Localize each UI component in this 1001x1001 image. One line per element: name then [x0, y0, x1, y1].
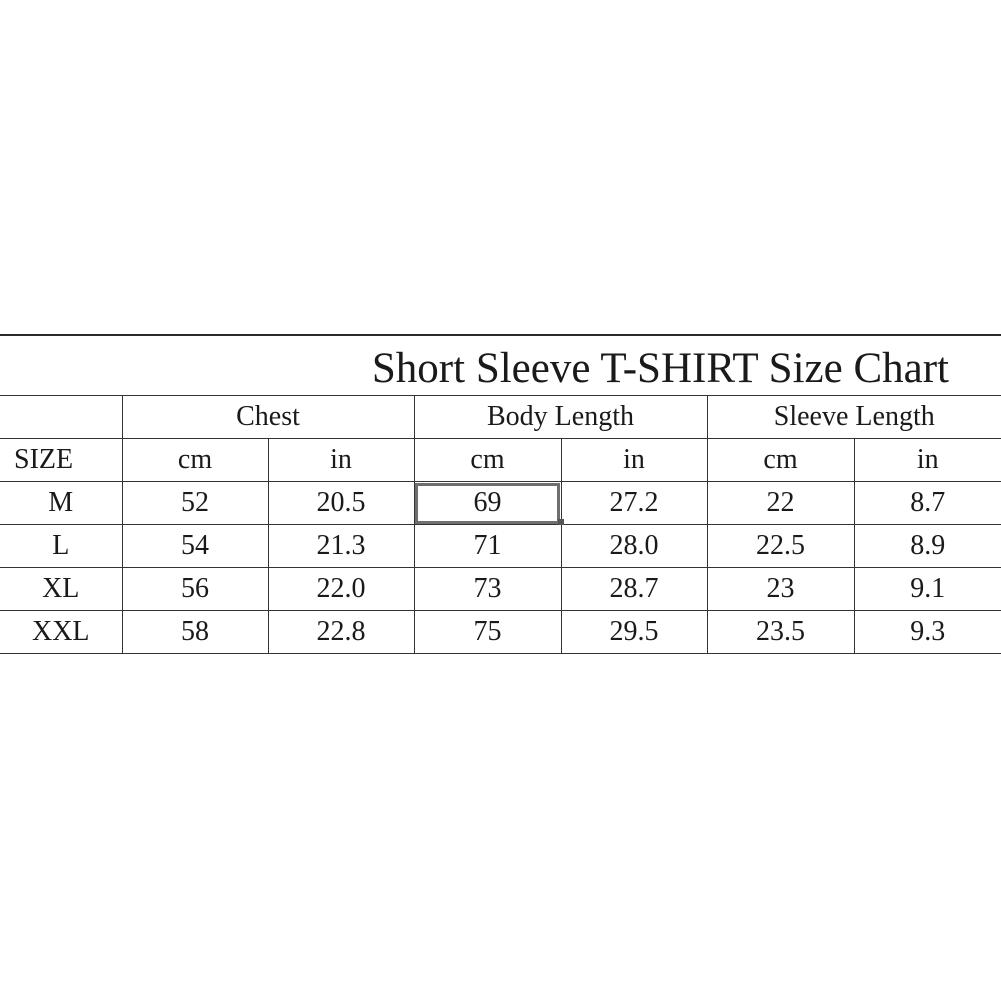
unit-chest-in: in [268, 439, 414, 482]
value-cell: 23.5 [707, 611, 854, 654]
value-cell: 58 [122, 611, 268, 654]
unit-body-in: in [561, 439, 707, 482]
value-cell: 8.9 [854, 525, 1001, 568]
value-cell: 75 [414, 611, 561, 654]
selected-value-cell[interactable]: 69 [414, 482, 561, 525]
unit-chest-cm: cm [122, 439, 268, 482]
value-cell: 20.5 [268, 482, 414, 525]
value-cell: 9.1 [854, 568, 1001, 611]
value-cell: 56 [122, 568, 268, 611]
value-cell: 29.5 [561, 611, 707, 654]
blank-header-cell [0, 396, 122, 439]
table-row [0, 568, 1001, 611]
title-row [0, 336, 1001, 395]
value-cell: 23 [707, 568, 854, 611]
size-cell: M [0, 482, 122, 525]
value-cell: 73 [414, 568, 561, 611]
value-cell: 27.2 [561, 482, 707, 525]
chest-header: Chest [122, 396, 414, 439]
value-cell: 28.7 [561, 568, 707, 611]
value-cell: 22 [707, 482, 854, 525]
cell-resize-handle[interactable] [558, 519, 564, 525]
value-cell: 22.8 [268, 611, 414, 654]
body-length-header: Body Length [414, 396, 707, 439]
unit-body-cm: cm [414, 439, 561, 482]
size-header: SIZE [0, 439, 122, 482]
value-cell: 52 [122, 482, 268, 525]
value-cell: 8.7 [854, 482, 1001, 525]
size-cell: XL [0, 568, 122, 611]
size-chart [0, 334, 1001, 654]
value-cell: 22.0 [268, 568, 414, 611]
value-cell: 71 [414, 525, 561, 568]
table-row [0, 611, 1001, 654]
size-table [0, 395, 1001, 654]
size-cell: L [0, 525, 122, 568]
chart-title: Short Sleeve T-SHIRT Size Chart [371, 345, 949, 392]
unit-sleeve-cm: cm [707, 439, 854, 482]
value-cell: 22.5 [707, 525, 854, 568]
table-row [0, 482, 1001, 525]
unit-sleeve-in: in [854, 439, 1001, 482]
size-cell: XXL [0, 611, 122, 654]
value-cell: 54 [122, 525, 268, 568]
unit-header-row [0, 439, 1001, 482]
value-cell: 28.0 [561, 525, 707, 568]
table-row [0, 525, 1001, 568]
sleeve-length-header: Sleeve Length [707, 396, 1001, 439]
group-header-row [0, 396, 1001, 439]
value-cell: 21.3 [268, 525, 414, 568]
value-cell: 9.3 [854, 611, 1001, 654]
